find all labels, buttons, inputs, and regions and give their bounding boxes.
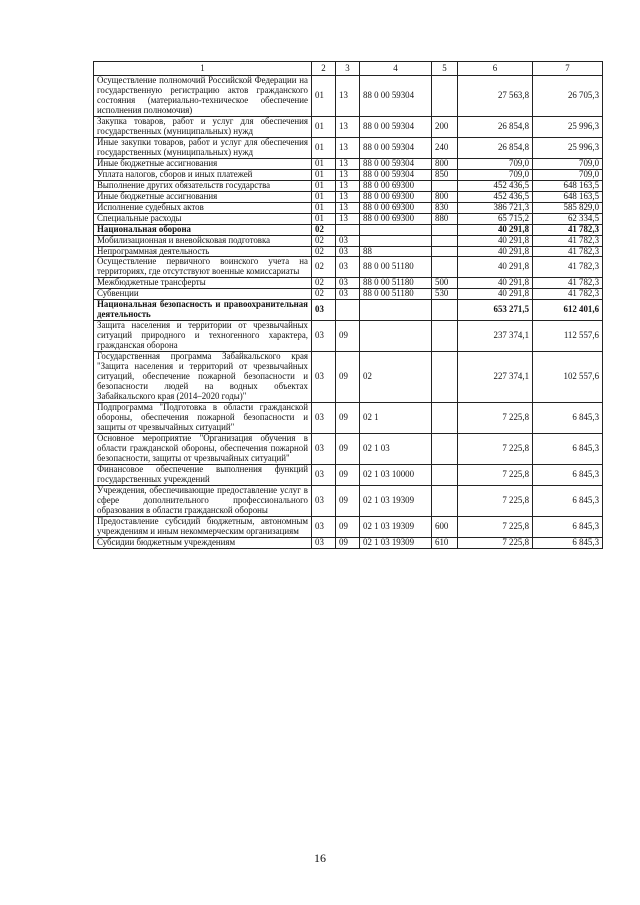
target-article-cell: 88 0 00 59304 <box>360 76 432 117</box>
target-article-cell: 88 0 00 59304 <box>360 158 432 169</box>
expense-type-cell: 610 <box>432 537 458 548</box>
subsection-code-cell: 13 <box>336 213 360 224</box>
subsection-code-cell: 13 <box>336 191 360 202</box>
expense-type-cell <box>432 403 458 434</box>
subsection-code-cell: 09 <box>336 433 360 464</box>
subsection-code-cell: 13 <box>336 76 360 117</box>
subsection-code-cell: 09 <box>336 352 360 403</box>
section-code-cell: 03 <box>312 464 336 485</box>
row-name-cell: Субсидии бюджетным учреждениям <box>94 537 312 548</box>
expense-type-cell: 200 <box>432 116 458 137</box>
amount-year2-cell: 709,0 <box>533 169 603 180</box>
subsection-code-cell: 03 <box>336 246 360 257</box>
table-row <box>94 116 603 137</box>
amount-year1-cell: 26 854,8 <box>458 137 533 158</box>
amount-year2-cell: 41 782,3 <box>533 235 603 246</box>
amount-year1-cell: 709,0 <box>458 169 533 180</box>
amount-year1-cell: 40 291,8 <box>458 289 533 300</box>
amount-year2-cell: 25 996,3 <box>533 137 603 158</box>
expense-type-cell <box>432 321 458 352</box>
table-row <box>94 76 603 117</box>
subsection-code-cell: 13 <box>336 169 360 180</box>
target-article-cell: 02 1 <box>360 403 432 434</box>
row-name-cell: Предоставление субсидий бюджетным, автономным учреждениям и иным некоммерческим организациям <box>94 516 312 537</box>
section-code-cell: 01 <box>312 137 336 158</box>
target-article-cell: 88 0 00 51180 <box>360 278 432 289</box>
row-name-cell: Иные бюджетные ассигнования <box>94 158 312 169</box>
table-row <box>94 289 603 300</box>
amount-year1-cell: 7 225,8 <box>458 403 533 434</box>
table-row <box>94 433 603 464</box>
section-code-cell: 02 <box>312 224 336 235</box>
section-code-cell: 03 <box>312 537 336 548</box>
table-row <box>94 516 603 537</box>
amount-year2-cell: 612 401,6 <box>533 300 603 321</box>
amount-year1-cell: 40 291,8 <box>458 257 533 278</box>
section-code-cell: 03 <box>312 321 336 352</box>
expense-type-cell: 850 <box>432 169 458 180</box>
amount-year1-cell: 7 225,8 <box>458 516 533 537</box>
subsection-code-cell: 09 <box>336 464 360 485</box>
table-row <box>94 321 603 352</box>
section-code-cell: 01 <box>312 213 336 224</box>
section-code-cell: 01 <box>312 158 336 169</box>
section-code-cell: 01 <box>312 116 336 137</box>
section-code-cell: 01 <box>312 191 336 202</box>
row-name-cell: Межбюджетные трансферты <box>94 278 312 289</box>
subsection-code-cell: 13 <box>336 180 360 191</box>
target-article-cell: 02 1 03 <box>360 433 432 464</box>
header-cell: 4 <box>360 62 432 76</box>
target-article-cell <box>360 224 432 235</box>
target-article-cell: 88 <box>360 246 432 257</box>
section-code-cell: 02 <box>312 246 336 257</box>
amount-year1-cell: 40 291,8 <box>458 235 533 246</box>
target-article-cell: 88 0 00 69300 <box>360 191 432 202</box>
table-row <box>94 169 603 180</box>
section-code-cell: 01 <box>312 169 336 180</box>
target-article-cell: 88 0 00 59304 <box>360 116 432 137</box>
subsection-code-cell: 09 <box>336 485 360 516</box>
section-code-cell: 03 <box>312 300 336 321</box>
header-cell: 5 <box>432 62 458 76</box>
expense-type-cell: 530 <box>432 289 458 300</box>
expense-type-cell <box>432 485 458 516</box>
amount-year2-cell: 585 829,0 <box>533 202 603 213</box>
subsection-code-cell: 03 <box>336 289 360 300</box>
amount-year2-cell: 6 845,3 <box>533 464 603 485</box>
amount-year1-cell: 7 225,8 <box>458 537 533 548</box>
row-name-cell: Защита населения и территории от чрезвычайных ситуаций природного и техногенного характера, гражданская оборона <box>94 321 312 352</box>
amount-year2-cell: 102 557,6 <box>533 352 603 403</box>
expense-type-cell <box>432 235 458 246</box>
row-name-cell: Иные бюджетные ассигнования <box>94 191 312 202</box>
amount-year1-cell: 7 225,8 <box>458 464 533 485</box>
amount-year1-cell: 452 436,5 <box>458 180 533 191</box>
subsection-code-cell <box>336 300 360 321</box>
expense-type-cell <box>432 76 458 117</box>
amount-year2-cell: 6 845,3 <box>533 433 603 464</box>
header-cell: 1 <box>94 62 312 76</box>
section-code-cell: 01 <box>312 76 336 117</box>
row-name-cell: Учреждения, обеспечивающие предоставление услуг в сфере дополнительного профессионального образования в области гражданской обороны <box>94 485 312 516</box>
table-row <box>94 235 603 246</box>
expense-type-cell <box>432 300 458 321</box>
amount-year1-cell: 40 291,8 <box>458 278 533 289</box>
table-row <box>94 246 603 257</box>
section-code-cell: 02 <box>312 257 336 278</box>
amount-year1-cell: 7 225,8 <box>458 433 533 464</box>
table-row <box>94 464 603 485</box>
row-name-cell: Государственная программа Забайкальского края "Защита населения и территорий от чрезвычайных ситуаций, обеспечение пожарной безопасности и безопасности людей на водных объектах Забайкальского края (2014–2020 годы)" <box>94 352 312 403</box>
row-name-cell: Мобилизационная и вневойсковая подготовка <box>94 235 312 246</box>
header-cell: 6 <box>458 62 533 76</box>
table-row <box>94 278 603 289</box>
row-name-cell: Национальная оборона <box>94 224 312 235</box>
subsection-code-cell: 09 <box>336 537 360 548</box>
row-name-cell: Непрограммная деятельность <box>94 246 312 257</box>
amount-year1-cell: 27 563,8 <box>458 76 533 117</box>
row-name-cell: Закупка товаров, работ и услуг для обеспечения государственных (муниципальных) нужд <box>94 116 312 137</box>
row-name-cell: Осуществление полномочий Российской Федерации на государственную регистрацию актов гражданского состояния (материально-техническое обеспечение исполнения полномочия) <box>94 76 312 117</box>
expense-type-cell <box>432 433 458 464</box>
target-article-cell: 88 0 00 59304 <box>360 137 432 158</box>
expense-type-cell <box>432 224 458 235</box>
expense-type-cell: 830 <box>432 202 458 213</box>
table-row <box>94 257 603 278</box>
page-number: 16 <box>314 851 326 865</box>
header-cell: 3 <box>336 62 360 76</box>
target-article-cell: 88 0 00 51180 <box>360 289 432 300</box>
amount-year2-cell: 6 845,3 <box>533 403 603 434</box>
expense-type-cell <box>432 246 458 257</box>
table-row <box>94 180 603 191</box>
subsection-code-cell: 13 <box>336 158 360 169</box>
amount-year2-cell: 41 782,3 <box>533 278 603 289</box>
target-article-cell: 02 1 03 19309 <box>360 516 432 537</box>
section-code-cell: 03 <box>312 403 336 434</box>
target-article-cell <box>360 300 432 321</box>
amount-year2-cell: 41 782,3 <box>533 289 603 300</box>
amount-year1-cell: 7 225,8 <box>458 485 533 516</box>
amount-year2-cell: 6 845,3 <box>533 516 603 537</box>
subsection-code-cell <box>336 224 360 235</box>
target-article-cell: 88 0 00 51180 <box>360 257 432 278</box>
table-row <box>94 485 603 516</box>
section-code-cell: 03 <box>312 516 336 537</box>
amount-year2-cell: 112 557,6 <box>533 321 603 352</box>
section-code-cell: 02 <box>312 289 336 300</box>
row-name-cell: Национальная безопасность и правоохранительная деятельность <box>94 300 312 321</box>
subsection-code-cell: 09 <box>336 403 360 434</box>
table-row <box>94 300 603 321</box>
row-name-cell: Основное мероприятие "Организация обучения в области гражданской обороны, обеспечения пожарной безопасности, защиты от чрезвычайных ситуаций" <box>94 433 312 464</box>
subsection-code-cell: 09 <box>336 516 360 537</box>
expense-type-cell: 800 <box>432 191 458 202</box>
subsection-code-cell: 13 <box>336 202 360 213</box>
target-article-cell: 02 <box>360 352 432 403</box>
amount-year2-cell: 41 782,3 <box>533 224 603 235</box>
subsection-code-cell: 03 <box>336 257 360 278</box>
amount-year1-cell: 653 271,5 <box>458 300 533 321</box>
subsection-code-cell: 03 <box>336 235 360 246</box>
row-name-cell: Выполнение других обязательств государства <box>94 180 312 191</box>
table-row <box>94 137 603 158</box>
section-code-cell: 01 <box>312 202 336 213</box>
row-name-cell: Финансовое обеспечение выполнения функций государственных учреждений <box>94 464 312 485</box>
budget-table-body <box>94 62 603 549</box>
target-article-cell <box>360 235 432 246</box>
expense-type-cell <box>432 464 458 485</box>
budget-table <box>93 61 603 549</box>
target-article-cell: 88 0 00 69300 <box>360 180 432 191</box>
amount-year2-cell: 648 163,5 <box>533 191 603 202</box>
amount-year2-cell: 709,0 <box>533 158 603 169</box>
amount-year2-cell: 25 996,3 <box>533 116 603 137</box>
amount-year1-cell: 40 291,8 <box>458 224 533 235</box>
expense-type-cell: 600 <box>432 516 458 537</box>
target-article-cell: 02 1 03 10000 <box>360 464 432 485</box>
table-row <box>94 352 603 403</box>
table-row <box>94 202 603 213</box>
table-row <box>94 403 603 434</box>
row-name-cell: Субвенции <box>94 289 312 300</box>
amount-year2-cell: 41 782,3 <box>533 257 603 278</box>
expense-type-cell: 240 <box>432 137 458 158</box>
amount-year1-cell: 386 721,3 <box>458 202 533 213</box>
section-code-cell: 02 <box>312 278 336 289</box>
amount-year2-cell: 26 705,3 <box>533 76 603 117</box>
section-code-cell: 03 <box>312 485 336 516</box>
amount-year1-cell: 452 436,5 <box>458 191 533 202</box>
table-row <box>94 191 603 202</box>
section-code-cell: 03 <box>312 433 336 464</box>
section-code-cell: 01 <box>312 180 336 191</box>
target-article-cell: 88 0 00 59304 <box>360 169 432 180</box>
subsection-code-cell: 03 <box>336 278 360 289</box>
header-cell: 7 <box>533 62 603 76</box>
header-row <box>94 62 603 76</box>
target-article-cell <box>360 321 432 352</box>
amount-year1-cell: 65 715,2 <box>458 213 533 224</box>
table-row <box>94 213 603 224</box>
amount-year2-cell: 6 845,3 <box>533 485 603 516</box>
amount-year1-cell: 40 291,8 <box>458 246 533 257</box>
amount-year2-cell: 41 782,3 <box>533 246 603 257</box>
expense-type-cell: 800 <box>432 158 458 169</box>
amount-year1-cell: 227 374,1 <box>458 352 533 403</box>
target-article-cell: 02 1 03 19309 <box>360 537 432 548</box>
row-name-cell: Иные закупки товаров, работ и услуг для обеспечения государственных (муниципальных) нужд <box>94 137 312 158</box>
target-article-cell: 02 1 03 19309 <box>360 485 432 516</box>
amount-year1-cell: 26 854,8 <box>458 116 533 137</box>
expense-type-cell <box>432 180 458 191</box>
amount-year2-cell: 6 845,3 <box>533 537 603 548</box>
section-code-cell: 02 <box>312 235 336 246</box>
header-cell: 2 <box>312 62 336 76</box>
amount-year1-cell: 709,0 <box>458 158 533 169</box>
row-name-cell: Подпрограмма "Подготовка в области гражданской обороны, обеспечения пожарной безопасности и защиты от чрезвычайных ситуаций" <box>94 403 312 434</box>
row-name-cell: Специальные расходы <box>94 213 312 224</box>
subsection-code-cell: 13 <box>336 137 360 158</box>
amount-year1-cell: 237 374,1 <box>458 321 533 352</box>
subsection-code-cell: 09 <box>336 321 360 352</box>
row-name-cell: Осуществление первичного воинского учета на территориях, где отсутствуют военные комиссариаты <box>94 257 312 278</box>
table-row <box>94 537 603 548</box>
row-name-cell: Исполнение судебных актов <box>94 202 312 213</box>
target-article-cell: 88 0 00 69300 <box>360 202 432 213</box>
target-article-cell: 88 0 00 69300 <box>360 213 432 224</box>
row-name-cell: Уплата налогов, сборов и иных платежей <box>94 169 312 180</box>
table-row <box>94 158 603 169</box>
expense-type-cell <box>432 257 458 278</box>
subsection-code-cell: 13 <box>336 116 360 137</box>
amount-year2-cell: 648 163,5 <box>533 180 603 191</box>
expense-type-cell <box>432 352 458 403</box>
amount-year2-cell: 62 334,5 <box>533 213 603 224</box>
expense-type-cell: 500 <box>432 278 458 289</box>
expense-type-cell: 880 <box>432 213 458 224</box>
table-row <box>94 224 603 235</box>
section-code-cell: 03 <box>312 352 336 403</box>
